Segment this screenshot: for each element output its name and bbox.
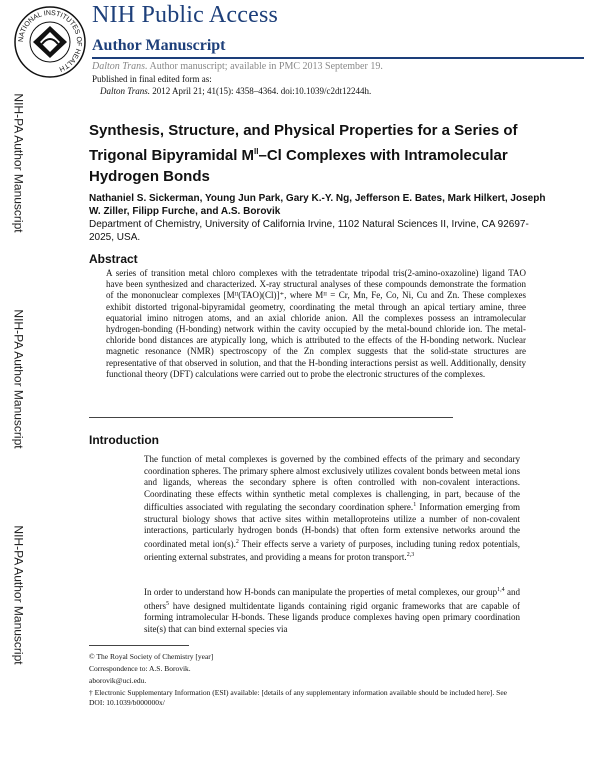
article-title: Synthesis, Structure, and Physical Properties for a Series of Trigonal Bipyramidal $M^{II}-Cl$ Complexes with Intramolecular Hydrogen Bonds: [89, 122, 518, 185]
footnote-esi: † Electronic Supplementary Information (ESI) available: [details of any supplementary information available should be included here]. See DOI: 10.1039/b000000x/: [89, 688, 507, 707]
header-divider: [92, 57, 584, 59]
citation-line: [100, 86, 371, 96]
intro-paragraph-2: In order to understand how H-bonds can manipulate the properties of metal complexes, our group$^{1,4}$ and others$^5$ have designed multidentate ligands containing rigid organic frameworks that are capable of forming intramolecular H-bonds. These ligands produce complexes having open primary coordination site(s) that can bind external species via: [144, 587, 520, 634]
intro-paragraph-1: The function of metal complexes is governed by the combined effects of the primary and secondary coordination spheres. The primary sphere almost exclusively utilizes covalent bonds between metal ions and ligands, whereas the secondary sphere is often controlled with non-covalent interactions. Coordinating these effects within synthetic metal complexes is challenging, in part, because of the difficulties associated with regulating the secondary coordination sphere.$^1$ Information emerging from structural biology shows that active sites within metalloproteins utilize a number of non-covalent interactions, particularly hydrogen bonds (H-bonds) that often form extensive networks around the coordinated metal ion(s).$^2$ Their effects serve a variety of purposes, including tuning redox potentials, orienting external substrates, and providing a means for proton transport.$^{2,3}$: [144, 454, 520, 562]
note-availability: Author manuscript; available in PMC 2013 September 19.: [147, 61, 383, 72]
ref-link[interactable]: 2: [235, 538, 239, 545]
nih-logo: [12, 4, 88, 80]
abstract-divider: [89, 417, 453, 418]
nih-public-access-title: NIH Public Access: [92, 2, 279, 28]
footnote-email[interactable]: aborovik@uci.edu.: [89, 676, 147, 685]
ref-link[interactable]: 1: [413, 502, 417, 508]
ref-link[interactable]: 1,4: [497, 587, 505, 593]
affiliation: Department of Chemistry, University of California Irvine, 1102 Natural Sciences II, Irvine, CA 92697-2025, USA.: [89, 219, 529, 243]
footnote-divider: [89, 645, 189, 646]
published-label: Published in final edited form as:: [92, 74, 212, 84]
note-journal: Dalton Trans.: [92, 61, 148, 72]
citation-details: 2012 April 21; 41(15): 4358–4364. doi:10.1039/c2dt12244h.: [150, 86, 372, 96]
abstract-text: A series of transition metal chloro complexes with the tetradentate tripodal tris(2-amino-oxazoline) ligand TAO have been synthesized and characterized. X-ray structural analyses of these compounds demonstrate the formation of the mononuclear complexes [Mᴵᴵ(TAO)(Cl)]⁺, where Mᴵᴵ = Cr, Mn, Fe, Co, Ni, Cu and Zn. These complexes exhibit distorted trigonal-bipyramidal geometry, coordinating the metal through an apical tertiary amine, three equatorial imino nitrogen atoms, and an axial chloride anion. All the complexes possess an intramolecular hydrogen-bonding (H-bonding) network within the cavity occupied by the metal-bound chloride ion. The metal-chloride bond distances are atypically long, which is attributed to the effects of the H-bonding network. Nuclear magnetic resonance (NMR) spectroscopy of the Zn complex suggests that the solid-state structures are representative of that observed in solution, and that the H-bonding interactions persist as well. Additionally, density functional theory (DFT) calculations were carried out to probe the electronic structures of the complexes.: [106, 268, 526, 379]
footnote-copyright: © The Royal Society of Chemistry [year]: [89, 652, 214, 661]
side-label-1: NIH-PA Author Manuscript: [12, 93, 27, 233]
author-manuscript-label: Author Manuscript: [92, 37, 226, 54]
logo-ring-text: NATIONAL INSTITUTES OF HEALTH: [17, 9, 83, 73]
side-label-2: NIH-PA Author Manuscript: [12, 309, 27, 449]
author-list: Nathaniel S. Sickerman, Young Jun Park, Gary K.-Y. Ng, Jefferson E. Bates, Mark Hilkert, Joseph W. Ziller, Filipp Furche, and A.S. Borovik: [89, 193, 546, 217]
citation-journal: Dalton Trans.: [100, 86, 151, 96]
footnote-correspondence: Correspondence to: A.S. Borovik.: [89, 664, 191, 673]
side-label-3: NIH-PA Author Manuscript: [12, 525, 27, 665]
introduction-heading: Introduction: [89, 433, 159, 447]
ref-link[interactable]: 2,3: [406, 552, 415, 558]
availability-note: [92, 61, 383, 72]
ref-link[interactable]: 5: [166, 600, 169, 607]
abstract-heading: Abstract: [89, 252, 138, 266]
